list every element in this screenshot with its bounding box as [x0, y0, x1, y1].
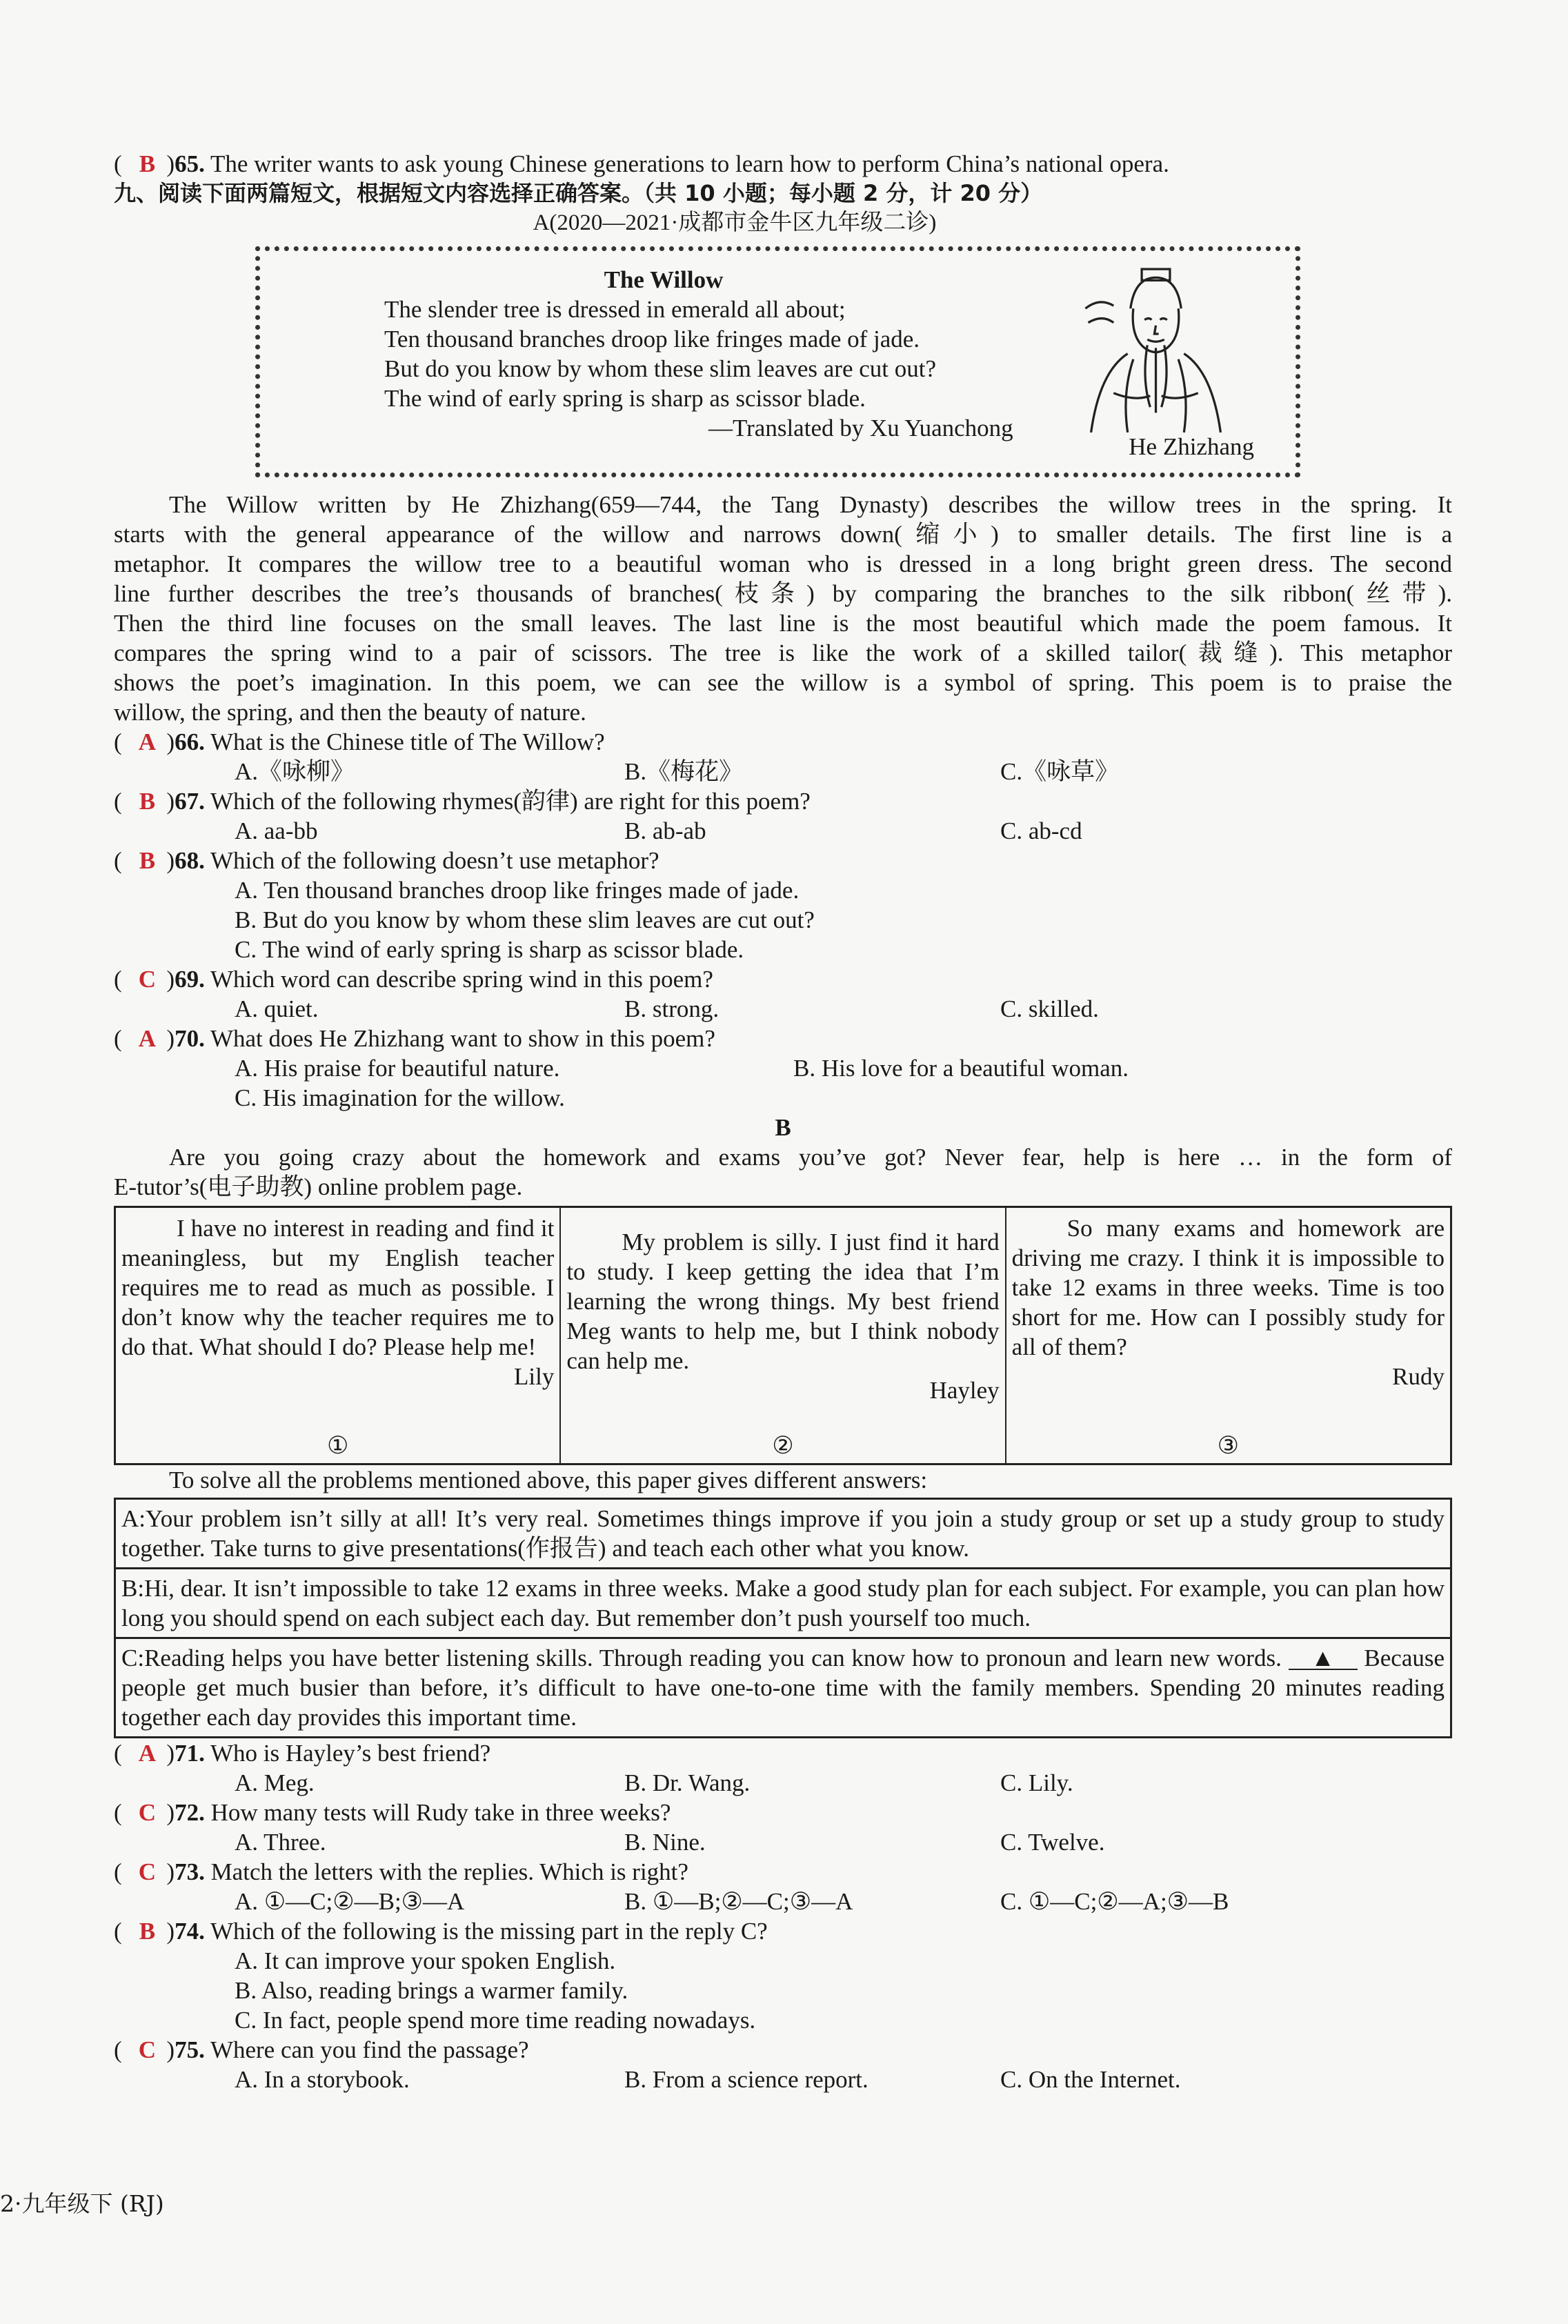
- intro-line: E-tutor’s(电子助教) online problem page.: [114, 1173, 523, 1200]
- reply-b: [114, 1569, 1452, 1639]
- reply-text-after: Because people get much busier than before, it’s difficult to have one-to-one time with the family members. Spending 20 minutes reading together each day provides this important time.: [121, 1645, 1445, 1731]
- page-footer: 2·九年级下 (RJ): [0, 2190, 164, 2217]
- passage-line: shows the poet’s imagination. In this poem, we can see the willow is a symbol of spring. This poem is to praise the: [114, 669, 1452, 696]
- portrait-caption: He Zhizhang: [1129, 433, 1254, 460]
- replies-table: [114, 1498, 1452, 1738]
- question-68: ( B )68. Which of the following doesn’t use metaphor?: [114, 847, 659, 874]
- letter-text: I have no interest in reading and find it meaningless, but my English teacher requires me to read as much as possible. I don’t know why the teacher requires me to do that. What should I do? Please help me!: [121, 1215, 555, 1360]
- option-c: C. Lily.: [1000, 1769, 1073, 1796]
- option-b: B.《梅花》: [624, 758, 744, 785]
- question-72: ( C )72. How many tests will Rudy take in three weeks?: [114, 1799, 671, 1826]
- question-74: ( B )74. Which of the following is the missing part in the reply C?: [114, 1918, 768, 1945]
- passage-line: line further describes the tree’s thousands of branches(枝条) by comparing the branches to the silk ribbon(丝带).: [114, 580, 1452, 607]
- question-number: 74.: [175, 1918, 205, 1945]
- reply-label: A:: [121, 1505, 146, 1532]
- question-number: 67.: [175, 788, 205, 815]
- poem-credit: —Translated by Xu Yuanchong: [708, 415, 1013, 441]
- option-c: C. Twelve.: [1000, 1829, 1105, 1856]
- passage-line: compares the spring wind to a pair of scissors. The tree is like the work of a skilled tailor(裁缝). This metaphor: [114, 639, 1452, 666]
- passage-a: [114, 490, 1452, 727]
- intro-line: Are you going crazy about the homework and exams you’ve got? Never fear, help is here … in the form of: [169, 1144, 1452, 1171]
- question-text: Who is Hayley’s best friend?: [210, 1740, 491, 1767]
- question-number: 65.: [175, 150, 205, 177]
- section-title: 九、阅读下面两篇短文，根据短文内容选择正确答案。（共 10 小题；每小题 2 分，计 20 分）: [114, 180, 1043, 206]
- question-number: 69.: [175, 966, 205, 993]
- solve-line: To solve all the problems mentioned above, this paper gives different answers:: [169, 1467, 928, 1493]
- question-number: 71.: [175, 1740, 205, 1767]
- question-65: ( B )65. The writer wants to ask young Chinese generations to learn how to perform China’s national opera.: [114, 150, 1169, 177]
- question-69: ( C )69. Which word can describe spring wind in this poem?: [114, 966, 713, 993]
- option-b: B. Also, reading brings a warmer family.: [235, 1977, 628, 2004]
- passage-line: willow, the spring, and then the beauty of nature.: [114, 699, 586, 726]
- option-c: C. ab-cd: [1000, 817, 1082, 844]
- worksheet-page: [114, 149, 1452, 2094]
- answer-mark: C: [138, 1799, 157, 1826]
- option-b: B. From a science report.: [624, 2066, 869, 2093]
- options-row: [235, 2065, 1452, 2094]
- option-a: A. aa-bb: [235, 817, 318, 844]
- answer-mark: C: [138, 966, 157, 993]
- question-text: Which of the following is the missing part in the reply C?: [210, 1918, 768, 1945]
- question-text: Which word can describe spring wind in this poem?: [210, 966, 713, 993]
- poem-line: The wind of early spring is sharp as scissor blade.: [384, 385, 866, 412]
- answer-mark: A: [138, 728, 157, 755]
- option-a: A.《咏柳》: [235, 758, 355, 785]
- passage-line: [114, 490, 1452, 519]
- answer-mark: A: [138, 1025, 157, 1052]
- option-a: A. His praise for beautiful nature.: [235, 1055, 560, 1082]
- option-b: B. ab-ab: [624, 817, 706, 844]
- part-a-source: A(2020—2021·成都市金牛区九年级二诊): [533, 210, 937, 235]
- letter-number: ①: [326, 1432, 349, 1459]
- letter-signature: Hayley: [929, 1377, 1000, 1404]
- letter-1: [116, 1208, 561, 1463]
- option-a: A. quiet.: [235, 995, 319, 1022]
- answer-mark: B: [139, 150, 156, 177]
- poem-line: But do you know by whom these slim leaves are cut out?: [384, 355, 936, 382]
- question-66: ( A )66. What is the Chinese title of The Willow?: [114, 728, 605, 755]
- option-b: B. strong.: [624, 995, 720, 1022]
- poem-line: Ten thousand branches droop like fringes made of jade.: [384, 326, 920, 352]
- missing-part-blank: ▲: [1289, 1648, 1358, 1670]
- reply-text-before: Reading helps you have better listening skills. Through reading you can know how to pronoun and learn new words.: [144, 1645, 1282, 1671]
- answer-mark: B: [139, 788, 156, 815]
- question-73: ( C )73. Match the letters with the replies. Which is right?: [114, 1858, 688, 1885]
- reply-label: C:: [121, 1645, 145, 1671]
- letter-2: [561, 1208, 1006, 1463]
- answer-mark: B: [139, 1918, 156, 1945]
- passage-line: Then the third line focuses on the small leaves. The last line is the most beautiful which made the poem famous. It: [114, 610, 1452, 637]
- option-b: B. His love for a beautiful woman.: [793, 1055, 1129, 1082]
- reply-label: B:: [121, 1575, 145, 1602]
- question-number: 70.: [175, 1025, 205, 1052]
- option-c: C. ①—C;②—A;③—B: [1000, 1888, 1229, 1915]
- option-b: B. Nine.: [624, 1829, 706, 1856]
- option-c: C. On the Internet.: [1000, 2066, 1181, 2093]
- option-c: C. In fact, people spend more time reading nowadays.: [235, 2007, 756, 2034]
- option-a: A. Ten thousand branches droop like fringes made of jade.: [235, 877, 800, 904]
- reply-c: [114, 1639, 1452, 1738]
- letter-text: My problem is silly. I just find it hard to study. I keep getting the idea that I’m learning the wrong things. My best friend Meg wants to help me, but I think nobody can help me.: [566, 1229, 1000, 1374]
- option-c: C. skilled.: [1000, 995, 1099, 1022]
- part-b-intro: [114, 1142, 1452, 1202]
- option-a: A. It can improve your spoken English.: [235, 1947, 616, 1974]
- option-b: B. ①—B;②—C;③—A: [624, 1888, 853, 1915]
- answer-mark: A: [138, 1740, 157, 1767]
- option-a: A. Three.: [235, 1829, 326, 1856]
- question-text: What does He Zhizhang want to show in this poem?: [210, 1025, 715, 1052]
- option-a: A. In a storybook.: [235, 2066, 410, 2093]
- options-row: [235, 757, 1452, 786]
- option-c: C.《咏草》: [1000, 758, 1120, 785]
- option-b: B. Dr. Wang.: [624, 1769, 751, 1796]
- question-text: How many tests will Rudy take in three weeks?: [210, 1799, 671, 1826]
- reply-a: [114, 1498, 1452, 1569]
- poem-title: The Willow: [604, 266, 724, 293]
- letters-table: [114, 1206, 1452, 1465]
- passage-line: metaphor. It compares the willow tree to a beautiful woman who is dressed in a long bright green dress. The second: [114, 550, 1452, 577]
- option-c: C. The wind of early spring is sharp as scissor blade.: [235, 936, 744, 963]
- question-text: Which of the following rhymes(韵律) are right for this poem?: [210, 788, 811, 815]
- option-c: C. His imagination for the willow.: [235, 1084, 565, 1111]
- question-text: What is the Chinese title of The Willow?: [210, 728, 605, 755]
- letter-text: So many exams and homework are driving me crazy. I think it is impossible to take 12 exams in three weeks. Time is too short for me. How can I possibly study for all of them?: [1011, 1215, 1445, 1360]
- passage-text: The Willow written by He Zhizhang(659—744, the Tang Dynasty) describes the willow trees in the spring. It: [169, 491, 1452, 518]
- question-67: ( B )67. Which of the following rhymes(韵律) are right for this poem?: [114, 788, 811, 815]
- question-71: ( A )71. Who is Hayley’s best friend?: [114, 1740, 491, 1767]
- question-number: 72.: [175, 1799, 205, 1826]
- question-number: 66.: [175, 728, 205, 755]
- option-a: A. ①—C;②—B;③—A: [235, 1888, 465, 1915]
- letter-number: ②: [772, 1432, 794, 1459]
- option-a: A. Meg.: [235, 1769, 315, 1796]
- question-number: 73.: [175, 1858, 205, 1885]
- question-text: The writer wants to ask young Chinese generations to learn how to perform China’s national opera.: [210, 150, 1169, 177]
- question-number: 68.: [175, 847, 205, 874]
- answer-mark: C: [138, 2036, 157, 2063]
- poet-portrait-icon: [1071, 266, 1240, 435]
- part-b-label: B: [775, 1114, 791, 1141]
- options-row: [235, 1887, 1452, 1916]
- options-row: [235, 1053, 1452, 1083]
- question-70: ( A )70. What does He Zhizhang want to show in this poem?: [114, 1025, 715, 1052]
- letter-signature: Lily: [514, 1363, 555, 1390]
- poem-box: [255, 246, 1300, 477]
- letter-signature: Rudy: [1392, 1363, 1445, 1390]
- question-text: Match the letters with the replies. Which is right?: [210, 1858, 688, 1885]
- letter-3: [1006, 1208, 1450, 1463]
- reply-text: Hi, dear. It isn’t impossible to take 12 exams in three weeks. Make a good study plan for each subject. For example, you can plan how long you should spend on each subject each day. But remember don’t push yourself too much.: [121, 1575, 1445, 1631]
- options-row: [235, 1827, 1452, 1857]
- question-text: Which of the following doesn’t use metaphor?: [210, 847, 659, 874]
- question-text: Where can you find the passage?: [210, 2036, 529, 2063]
- answer-mark: C: [138, 1858, 157, 1885]
- poem-line: The slender tree is dressed in emerald all about;: [384, 296, 846, 323]
- poem: [384, 265, 1013, 443]
- options-row: [235, 816, 1452, 846]
- options-row: [235, 1768, 1452, 1798]
- option-b: B. But do you know by whom these slim leaves are cut out?: [235, 906, 815, 933]
- letter-number: ③: [1217, 1432, 1240, 1459]
- reply-text: Your problem isn’t silly at all! It’s very real. Sometimes things improve if you join a study group or set up a study group to study together. Take turns to give presentations(作报告) and teach each other what you know.: [121, 1505, 1445, 1562]
- question-number: 75.: [175, 2036, 205, 2063]
- answer-mark: B: [139, 847, 156, 874]
- options-row: [235, 994, 1452, 1024]
- question-75: ( C )75. Where can you find the passage?: [114, 2036, 529, 2063]
- passage-line: starts with the general appearance of the willow and narrows down(缩小) to smaller details. The first line is a: [114, 521, 1452, 548]
